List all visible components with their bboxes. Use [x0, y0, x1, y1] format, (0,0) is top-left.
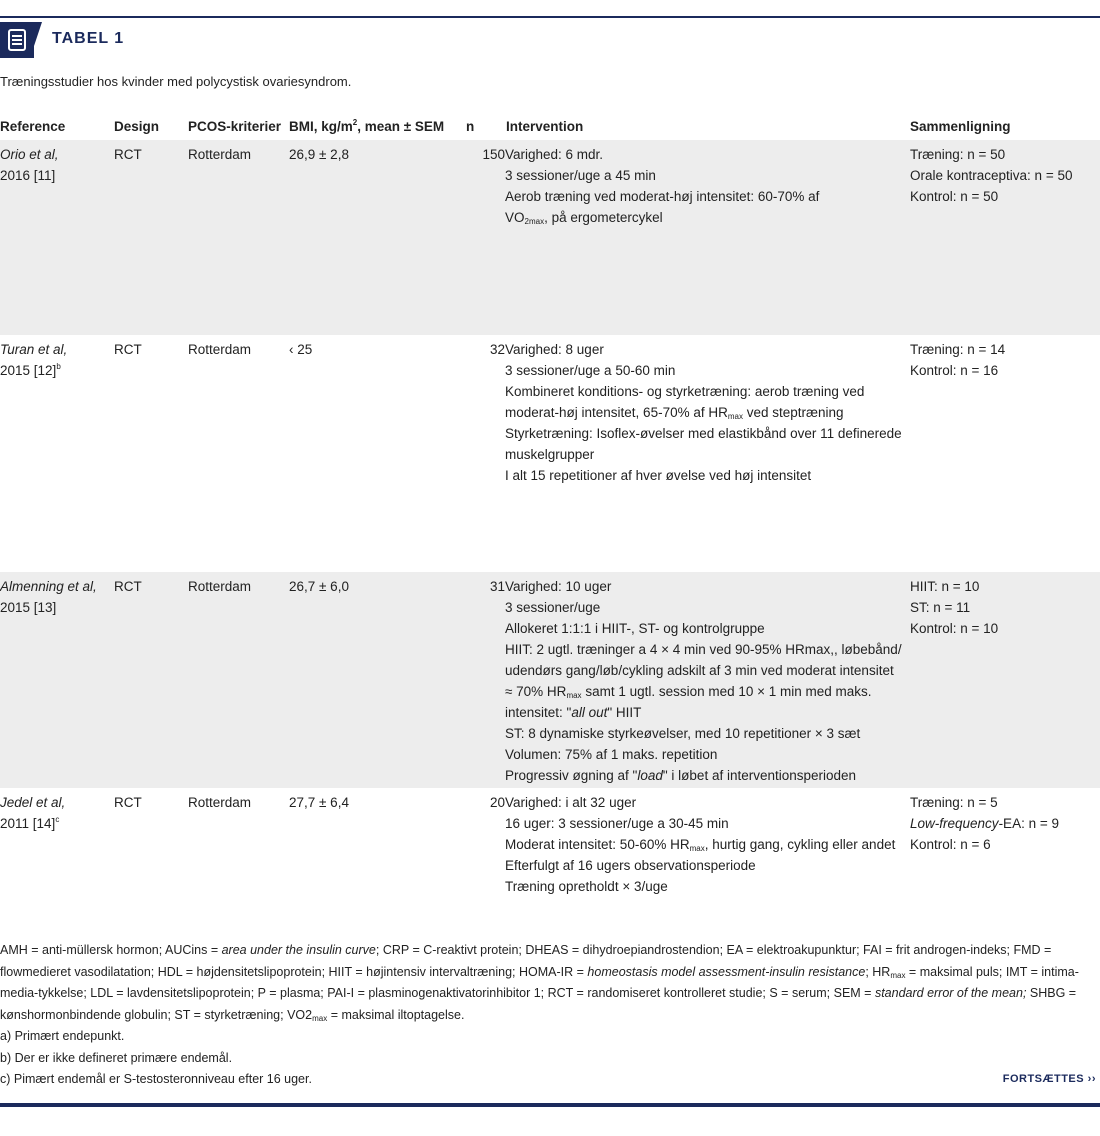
- intervention-line: ≈ 70% $HR_{max}$ samt 1 ugtl. session med 10 × 1 min med maks.: [505, 684, 872, 700]
- table-caption: Træningsstudier hos kvinder med polycystisk ovariesyndrom.: [0, 74, 352, 89]
- intervention-cell: [505, 788, 910, 930]
- badge-slant: [30, 22, 42, 58]
- intervention-line: Allokeret 1:1:1 i HIIT-, ST- og kontrolgruppe: [505, 621, 765, 636]
- intervention-line: Varighed: 10 uger: [505, 579, 612, 594]
- intervention-line: Aerob træning ved moderat-høj intensitet: 60-70% af: [505, 189, 820, 204]
- intervention-cell: [505, 335, 910, 572]
- comparison-line: Low-frequency-EA: n = 9: [910, 816, 1059, 831]
- n-cell: 32: [489, 342, 505, 357]
- intervention-line: Træning opretholdt × 3/uge: [505, 879, 668, 894]
- intervention-line: 3 sessioner/uge a 50-60 min: [505, 363, 676, 378]
- n-cell: 150: [447, 140, 505, 335]
- design-cell: RCT: [114, 140, 188, 335]
- intervention-line: moderat-høj intensitet, 65-70% af $HR_{max}$ ved steptræning: [505, 405, 844, 421]
- table-badge: [0, 22, 34, 58]
- ref-name: Turan et al,: [0, 342, 68, 357]
- intervention-line: muskelgrupper: [505, 447, 595, 462]
- intervention-line: Volumen: 75% af 1 maks. repetition: [505, 747, 718, 762]
- bmi-cell: 26,7 ± 6,0: [289, 572, 447, 788]
- table-row: [0, 140, 1100, 335]
- ref-cell: [0, 335, 114, 572]
- intervention-line: Progressiv øgning af "load" i løbet af interventionsperioden: [505, 768, 857, 783]
- ref-year: 2015 [13]: [0, 600, 57, 615]
- ref-cell: [0, 140, 114, 335]
- comparison-line: Træning: n = 14: [910, 342, 1006, 357]
- ref-name: Almenning et al,: [0, 579, 97, 594]
- comparison-line: HIIT: n = 10: [910, 579, 980, 594]
- ref-year: 2011 $[14]^c$: [0, 815, 60, 831]
- intervention-line: HIIT: 2 ugtl. træninger a 4 × 4 min ved 90-95% HRmax,, løbebånd/: [505, 642, 902, 657]
- criteria-cell: Rotterdam: [188, 342, 252, 357]
- table-header: [0, 22, 300, 58]
- intervention-line: $VO_{2max}$, på ergometercykel: [505, 210, 663, 226]
- comparison-line: Træning: n = 50: [910, 147, 1006, 162]
- intervention-line: Efterfulgt af 16 ugers observationsperiode: [505, 858, 756, 873]
- abbreviations: AMH = anti-müllersk hormon; AUCins = area under the insulin curve; CRP = C-reaktivt protein; DHEAS = dihydroepiandrostendion; EA = elektroakupunktur; FAI = frit androgen-indeks; FMD = flowmedieret vasodilatation; HDL = højdensitetslipoprotein; HIIT = højintensiv intervaltræning; HOMA-IR = homeostasis model assessment-insulin resistance; $HR_{max}$ = maksimal puls; IMT = intima-media-tykkelse; LDL = lavdensitetslipoprotein; P = plasma; PAI-I = plasminogenaktivatorinhibitor 1; RCT = randomiseret kontrolleret studie; S = serum; SEM = standard error of the mean; SHBG = kønshormonbindende globulin; ST = styrketræning; $VO2_{max}$ = maksimal iltoptagelse.: [0, 943, 1079, 1023]
- n-cell: 31: [447, 572, 505, 788]
- intervention-line: Varighed: i alt 32 uger: [505, 795, 637, 810]
- intervention-line: I alt 15 repetitioner af hver øvelse ved høj intensitet: [505, 468, 812, 483]
- comparison-line: Træning: n = 5: [910, 795, 998, 810]
- table-title: TABEL 1: [52, 30, 125, 47]
- comparison-line: Kontrol: n = 16: [910, 363, 999, 378]
- comparison-line: Kontrol: n = 10: [910, 621, 999, 636]
- table-row: [0, 335, 1100, 572]
- criteria-cell: Rotterdam: [188, 572, 289, 788]
- intervention-line: Styrketræning: Isoflex-øvelser med elastikbånd over 11 definerede: [505, 426, 902, 441]
- col-design: Design: [114, 118, 160, 134]
- comparison-line: ST: n = 11: [910, 600, 971, 615]
- comparison-line: Kontrol: n = 6: [910, 837, 991, 852]
- intervention-line: 3 sessioner/uge: [505, 600, 601, 615]
- footnotes: [0, 940, 1096, 1091]
- ref-year: 2015 $[12]^b$: [0, 362, 61, 378]
- intervention-line: 3 sessioner/uge a 45 min: [505, 168, 656, 183]
- comparison-cell: [910, 140, 1100, 335]
- intervention-cell: [505, 572, 910, 788]
- ref-name: Orio et al,: [0, 147, 59, 162]
- intervention-line: 16 uger: 3 sessioner/uge a 30-45 min: [505, 816, 729, 831]
- ref-name: Jedel et al,: [0, 795, 66, 810]
- continued-link[interactable]: FORTSÆTTES ››: [1002, 1073, 1096, 1085]
- comparison-line: Kontrol: n = 50: [910, 189, 999, 204]
- comparison-cell: [910, 788, 1100, 930]
- table-row: [0, 788, 1100, 930]
- n-cell: 20: [489, 795, 505, 810]
- intervention-line: intensitet: "all out" HIIT: [505, 705, 642, 720]
- intervention-line: ST: 8 dynamiske styrkeøvelser, med 10 repetitioner × 3 sæt: [505, 726, 861, 741]
- comparison-line: Orale kontraceptiva: n = 50: [910, 168, 1073, 183]
- criteria-cell: Rotterdam: [188, 795, 252, 810]
- ref-year: 2016 [11]: [0, 168, 56, 183]
- footnote-c: c) Pimært endemål er S-testosteronniveau efter 16 uger.: [0, 1072, 312, 1086]
- design-cell: RCT: [114, 572, 188, 788]
- intervention-line: Varighed: 6 mdr.: [505, 147, 604, 162]
- ref-cell: [0, 788, 114, 930]
- col-intervention: Intervention: [506, 118, 584, 134]
- col-bmi: BMI, $kg/m^2$, mean ± SEM: [289, 117, 445, 134]
- bottom-rule: [0, 1103, 1100, 1107]
- bmi-cell: 27,7 ± 6,4: [289, 795, 349, 810]
- intervention-cell: [505, 140, 910, 335]
- data-table: [0, 114, 1100, 930]
- footnote-a: a) Primært endepunkt.: [0, 1029, 125, 1043]
- intervention-line: udendørs gang/løb/cykling adskilt af 3 min ved moderat intensitet: [505, 663, 894, 678]
- col-comparison: Sammenligning: [910, 118, 1011, 134]
- intervention-line: Kombineret konditions- og styrketræning: aerob træning ved: [505, 384, 865, 399]
- document-icon: [7, 28, 27, 52]
- comparison-cell: [910, 572, 1100, 788]
- col-criteria: PCOS-kriterier: [188, 118, 282, 134]
- design-cell: RCT: [114, 342, 142, 357]
- criteria-cell: Rotterdam: [188, 140, 289, 335]
- comparison-cell: [910, 335, 1100, 572]
- intervention-line: Moderat intensitet: 50-60% $HR_{max}$, hurtig gang, cykling eller andet: [505, 837, 896, 853]
- ref-cell: [0, 572, 114, 788]
- intervention-line: Varighed: 8 uger: [505, 342, 604, 357]
- top-rule: [0, 16, 1100, 18]
- footnote-b: b) Der er ikke defineret primære endemål.: [0, 1050, 233, 1065]
- table-header-row: [0, 114, 1100, 140]
- bmi-cell: 26,9 ± 2,8: [289, 140, 447, 335]
- table-row: [0, 572, 1100, 788]
- col-reference: Reference: [0, 118, 66, 134]
- bmi-cell: ‹ 25: [289, 342, 313, 357]
- col-n: n: [466, 118, 475, 134]
- design-cell: RCT: [114, 795, 142, 810]
